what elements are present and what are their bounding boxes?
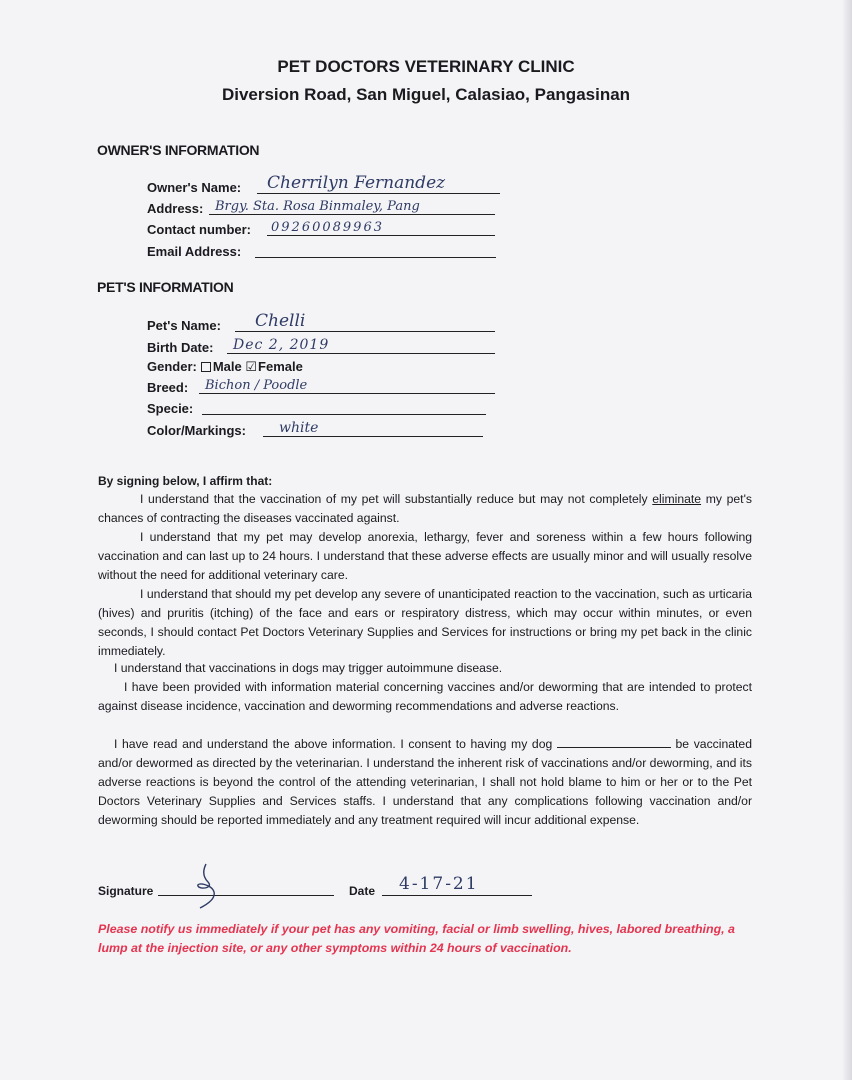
birth-date-line	[227, 353, 495, 354]
pet-name-row	[147, 311, 507, 335]
owner-address-field[interactable]: Brgy. Sta. Rosa Binmaley, Pang	[215, 199, 420, 214]
signature-scribble[interactable]	[192, 862, 222, 912]
breed-label: Breed:	[147, 380, 189, 395]
clinic-address: Diversion Road, San Miguel, Calasiao, Pangasinan	[221, 85, 631, 104]
pet-name-field[interactable]: Chelli	[255, 311, 306, 331]
date-line	[382, 895, 532, 896]
specie-line[interactable]	[202, 414, 486, 415]
contact-number-line	[267, 235, 495, 236]
birth-date-label: Birth Date:	[147, 340, 214, 355]
pet-name-line	[235, 331, 495, 332]
specie-row	[147, 398, 507, 418]
affirm-p1-underlined: eliminate	[652, 492, 702, 506]
date-label: Date	[349, 884, 376, 898]
contact-number-field[interactable]: 09260089963	[271, 220, 384, 235]
affirm-p2-text: I understand that my pet may develop anorexia, lethargy, fever and soreness within a few hours following vaccination and can last up to 24 hours. I understand that these adverse effects are usually minor and will usually resolve without the need for additional veterinary care.	[98, 530, 752, 582]
post-vaccination-notice: Please notify us immediately if your pet has any vomiting, facial or limb swelling, hives, labored breathing, a lump at the injection site, or any other symptoms within 24 hours of vaccination.	[98, 922, 735, 955]
color-row	[147, 420, 507, 440]
affirm-heading: By signing below, I affirm that:	[98, 474, 273, 488]
owner-email-row	[147, 241, 507, 261]
female-option-label: Female	[258, 359, 303, 374]
birth-date-field[interactable]: Dec 2, 2019	[233, 337, 330, 353]
specie-label: Specie:	[147, 401, 194, 416]
owner-address-label: Address:	[147, 201, 204, 216]
owner-section-heading: OWNER'S INFORMATION	[97, 142, 260, 158]
affirm-p5-text: I have been provided with information material concerning vaccines and/or deworming that are intended to protect against disease incidence, vaccination and deworming recommendations and adverse reactions.	[98, 680, 752, 713]
date-field[interactable]: 4-17-21	[399, 874, 479, 894]
female-checkbox-checked[interactable]: ☑	[245, 359, 258, 374]
owner-address-row	[147, 198, 507, 218]
pet-section-heading: PET'S INFORMATION	[97, 279, 234, 295]
date-row	[349, 868, 534, 900]
affirm-paragraph-6	[98, 735, 752, 830]
email-label: Email Address:	[147, 244, 242, 259]
affirm-p3-text: I understand that should my pet develop any severe of unanticipated reaction to the vaccination, such as urticaria (hives) and pruritis (itching) of the face and ears or respiratory distress, which may occur within minutes, or even seconds, I should contact Pet Doctors Veterinary Supplies and Services for instructions or bring my pet back in the clinic immediately.	[98, 587, 752, 658]
male-checkbox[interactable]	[201, 362, 211, 372]
affirm-paragraph-1	[98, 490, 752, 528]
male-option-label: Male	[212, 359, 242, 374]
clinic-name: PET DOCTORS VETERINARY CLINIC	[277, 57, 575, 76]
breed-line	[199, 393, 495, 394]
affirm-paragraph-5	[98, 678, 752, 716]
affirm-p4-text: I understand that vaccinations in dogs may trigger autoimmune disease.	[114, 661, 503, 675]
owner-address-line	[209, 214, 495, 215]
breed-row	[147, 377, 507, 397]
color-markings-label: Color/Markings:	[147, 423, 246, 438]
signature-line	[158, 895, 334, 896]
affirm-p6-text: I have read and understand the above information. I consent to having my dog	[114, 737, 557, 751]
affirm-paragraph-4	[98, 659, 752, 678]
affirm-p6-text-end: be vaccinated and/or dewormed as directed by the veterinarian. I understand the inherent risk of vaccinations and/or deworming, and its adverse reactions is beyond the control of the attending veterinarian, I shall not hold blame to him or her or to the Pet Doctors Veterinary Supplies and Services staffs. I understand that any complications following vaccination and/or deworming should be reported immediately and any treatment required will incur additional expense.	[98, 737, 752, 827]
color-markings-line	[263, 436, 483, 437]
color-markings-field[interactable]: white	[279, 420, 319, 436]
owner-name-field[interactable]: Cherrilyn Fernandez	[267, 173, 446, 193]
email-line[interactable]	[255, 257, 496, 258]
affirm-p1-text: I understand that the vaccination of my pet will substantially reduce but may not completely	[140, 492, 653, 506]
owner-name-line	[257, 193, 500, 194]
signature-label: Signature	[98, 884, 154, 898]
owner-contact-row	[147, 219, 507, 239]
dog-name-blank[interactable]	[557, 737, 671, 748]
birth-date-row	[147, 337, 507, 357]
owner-name-label: Owner's Name:	[147, 180, 242, 195]
affirm-p1-text-end: my pet's chances of contracting the diseases vaccinated against.	[98, 492, 752, 525]
pet-name-label: Pet's Name:	[147, 318, 221, 333]
gender-row	[147, 357, 507, 377]
breed-field[interactable]: Bichon / Poodle	[205, 378, 308, 393]
owner-name-row	[147, 173, 507, 197]
gender-options	[147, 359, 303, 375]
signature-row	[98, 868, 338, 900]
gender-label: Gender:	[147, 359, 197, 374]
affirm-paragraph-2	[98, 528, 752, 585]
page-edge-shadow	[842, 0, 852, 1080]
affirm-paragraph-3	[98, 585, 752, 661]
contact-number-label: Contact number:	[147, 222, 251, 237]
